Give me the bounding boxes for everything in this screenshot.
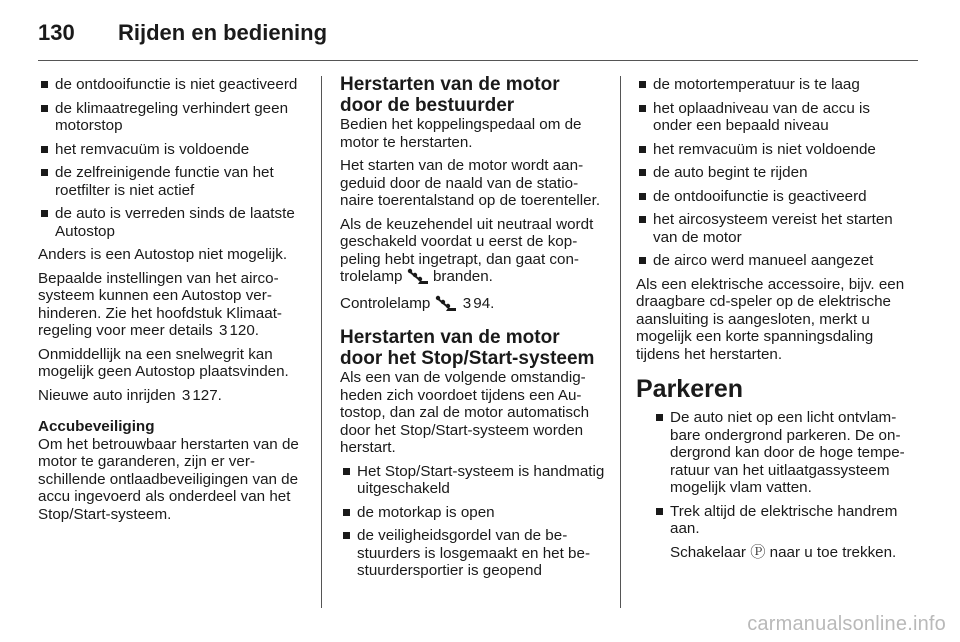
section-heading: Herstarten van de motor door de bestuurder <box>340 74 560 116</box>
paragraph: Het starten van de motor wordt aangeduid door de naald van de stationaire toerentalstand op de toerenteller. <box>340 157 601 209</box>
paragraph: Bepaalde instellingen van het aircosysteem kunnen een Autostop verhinderen. Zie het hoofdstuk Klimaatregeling voor meer details 3 120. <box>38 269 282 339</box>
paragraph: Schakelaar Ⓟ naar u toe trekken. <box>670 543 897 561</box>
paragraph: Om het betrouwbaar herstarten van de motor te garanderen, zijn er verschillende ontlaadbeveiligingen van de accu ingevoerd als onderdeel van het Stop/Start-systeem. <box>38 435 299 523</box>
list-item: Het Stop/Start-systeem is handmatig uitgeschakeld <box>340 463 606 498</box>
list-item: De auto niet op een licht ontvlambare ondergrond parkeren. De ondergrond kan door de hoge temperatuur van het uitlaatgassysteem mogelijk vlam vatten. <box>653 409 908 497</box>
watermark: carmanualsonline.info <box>747 613 946 635</box>
list-item: Trek altijd de elektrische handrem aan. <box>653 503 908 538</box>
col2-bullet-list <box>340 463 606 580</box>
page-number: 130 <box>38 20 75 45</box>
col3-bullet-list <box>636 76 908 270</box>
engine-control-lamp-icon <box>407 268 429 289</box>
list-item: de auto is verreden sinds de laatste Autostop <box>38 205 306 240</box>
list-item: het remvacuüm is voldoende <box>38 141 306 159</box>
column-1 <box>38 76 306 529</box>
parking-brake-icon: Ⓟ <box>750 543 766 561</box>
list-item: de ontdooifunctie is geactiveerd <box>636 188 908 206</box>
column-2 <box>340 76 606 586</box>
paragraph: Bedien het koppelingspedaal om de motor te herstarten. <box>340 116 582 151</box>
list-item: de motorkap is open <box>340 504 606 522</box>
list-item: de auto begint te rijden <box>636 164 908 182</box>
list-item: de motortemperatuur is te laag <box>636 76 908 94</box>
paragraph: Controlelamp 3 94. <box>340 295 606 316</box>
list-item: het aircosysteem vereist het starten van de motor <box>636 211 908 246</box>
list-item: het oplaadniveau van de accu is onder een bepaald niveau <box>636 100 908 135</box>
page-ref[interactable]: 94. <box>473 294 495 312</box>
paragraph: Onmiddellijk na een snelwegrit kan mogelijk geen Autostop plaatsvinden. <box>38 345 289 380</box>
list-item: de ontdooifunctie is niet geactiveerd <box>38 76 306 94</box>
engine-control-lamp-icon <box>435 295 457 316</box>
section-heading: Herstarten van de motor door het Stop/Start-systeem <box>340 327 595 369</box>
list-item: de veiligheidsgordel van de bestuurders is losgemaakt en het bestuurdersportier is geopend <box>340 527 606 580</box>
page-ref[interactable]: 127. <box>192 386 222 404</box>
page-ref[interactable]: 120. <box>229 322 259 339</box>
list-item: de klimaatregeling verhindert geen motorstop <box>38 100 306 135</box>
page-ref-icon: 3 <box>181 386 191 404</box>
paragraph: Als een elektrische accessoire, bijv. een draagbare cd-speler op de elektrische aansluiting is aangesloten, merkt u mogelijk een korte spanningsdaling tijdens het herstarten. <box>636 275 905 363</box>
paragraph: Als een van de volgende omstandigheden zich voordoet tijdens een Autostop, dan zal de motor automatisch door het Stop/Start-systeem worden herstart. <box>340 369 590 456</box>
column-separator-1 <box>321 76 322 608</box>
list-item: de zelfreinigende functie van het roetfilter is niet actief <box>38 164 306 199</box>
list-item: de airco werd manueel aangezet <box>636 252 908 270</box>
col1-bullet-list <box>38 76 306 240</box>
col3-parking-list <box>636 409 908 538</box>
section-heading: Accubeveiliging <box>38 418 155 435</box>
header-rule <box>38 60 918 61</box>
list-item: het remvacuüm is niet voldoende <box>636 141 908 159</box>
page-ref-icon: 3 <box>462 294 472 312</box>
column-3 <box>636 76 908 567</box>
page-title: Rijden en bediening <box>118 20 328 45</box>
paragraph: Als de keuzehendel uit neutraal wordt geschakeld voordat u eerst de koppeling hebt ingetrapt, dan gaat controlelamp branden. <box>340 216 606 289</box>
page-ref-icon: 3 <box>218 322 228 339</box>
column-separator-2 <box>620 76 621 608</box>
paragraph: Nieuwe auto inrijden 3 127. <box>38 386 222 404</box>
paragraph: Anders is een Autostop niet mogelijk. <box>38 246 288 263</box>
section-heading: Parkeren <box>636 375 744 403</box>
